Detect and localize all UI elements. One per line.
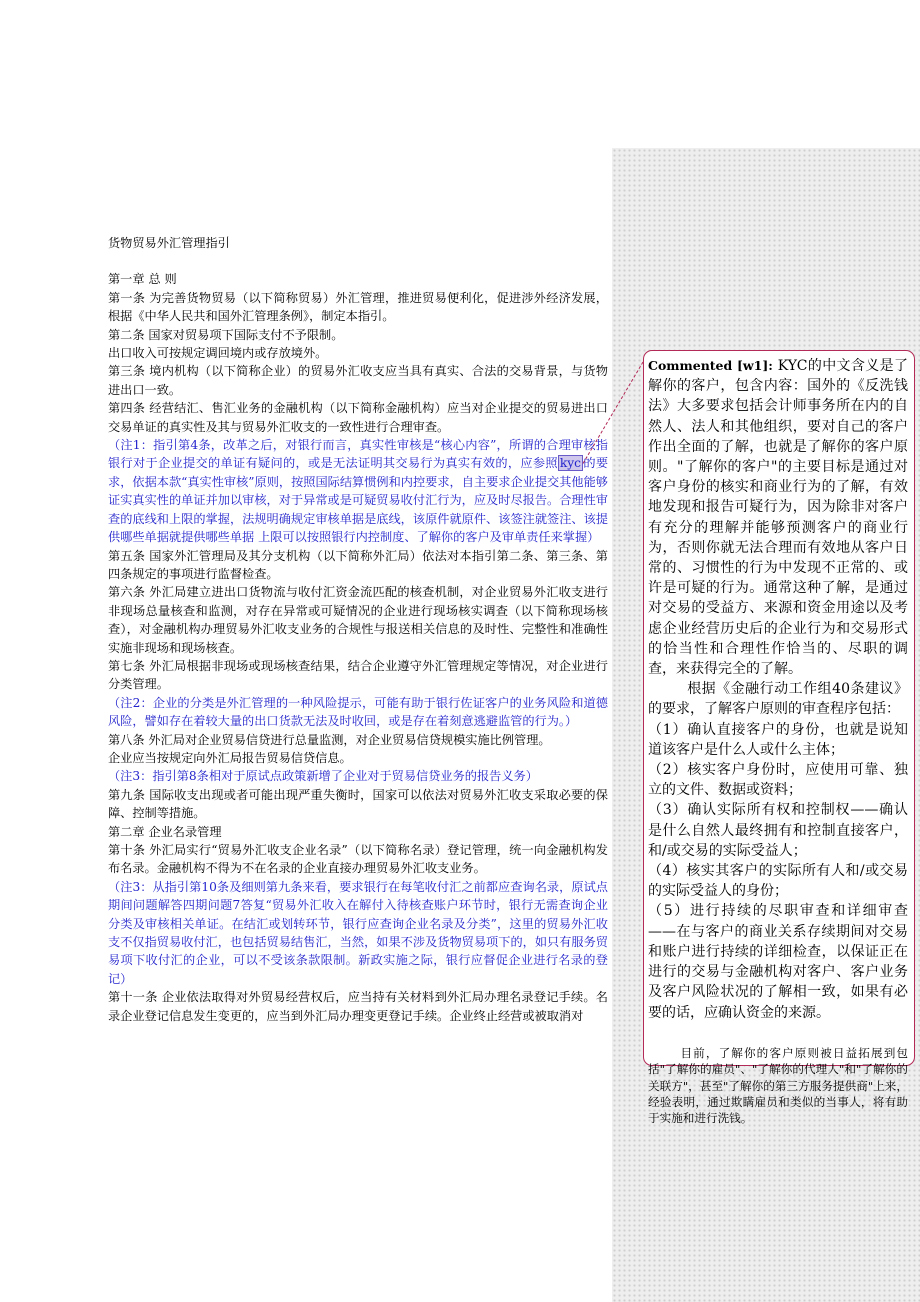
comment-balloon[interactable]	[643, 350, 915, 1126]
comment-item-2: （2）核实客户身份时，应使用可靠、独立的文件、数据或资料；	[648, 762, 908, 799]
comment-author: Commented [w1]:	[648, 358, 773, 373]
note-3a: （注3：指引第8条相对于原试点政策新增了企业对于贸易信贷业务的报告义务）	[108, 769, 538, 784]
article-8-line: 企业应当按规定向外汇局报告贸易信贷信息。	[108, 750, 352, 765]
note-1	[108, 436, 608, 546]
note-1-text-a: （注1：指引第4条，改革之后，对银行而言，真实性审核是“核心内容”，所谓的合理审核指银行对于企业提交的单证有疑问的，或是无法证明其交易行为真实有效的，应参照	[108, 438, 608, 471]
document-body	[108, 234, 608, 1025]
article-3: 第三条 境内机构（以下简称企业）的贸易外汇收支应当具有真实、合法的交易背景，与货物进出口一致。	[108, 364, 608, 397]
note-1-text-b: 的要求，依据本款“真实性审核”原则，按照国际结算惯例和内控要求，自主要求企业提交其他能够证实真实性的单证并加以审核，对于异常或是可疑贸易收付汇行为，应及时尽报告。合理性审查的底线和上限的掌握，法规明确规定审核单据是底线，该原件就原件、该签注就签注、该提供哪些单据就提供哪些单据 上限可以按照银行内控制度、了解你的客户及审单责任来掌握）	[108, 456, 609, 545]
article-2: 第二条 国家对贸易项下国际支付不予限制。	[108, 327, 344, 342]
chapter-heading: 第一章 总 则	[108, 272, 177, 287]
note-2: （注2：企业的分类是外汇管理的一种风险提示，可能有助于银行佐证客户的业务风险和道德风险，譬如存在着较大量的出口货款无法及时收回，或是存在着刻意逃避监管的行为。）	[108, 695, 608, 729]
comment-text-1: KYC的中文含义是了解你的客户，包含内容：国外的《反洗钱法》大多要求包括会计师事务所在内的自然人、法人和其他组织，要对自己的客户作出全面的了解，也就是了解你的客户原则。"了解你的客户"的主要目标是通过对客户身份的核实和商业行为的了解，有效地发现和报告可疑行为，因为除非对客户有充分的理解并能够预测客户的商业行为，否则你就无法合理而有效地从客户日常的、习惯性的行为中发现不正常的、或许是可疑的行为。通常这种了解，是通过对交易的受益方、来源和资金用途以及考虑企业经营历史后的企业行为和交易形式的恰当性和合理性作恰当的、尽职的调查，来获得完全的了解。	[648, 358, 909, 678]
comment-item-3: （3）确认实际所有权和控制权——确认是什么自然人最终拥有和控制直接客户，和/或交易的实际受益人；	[648, 802, 908, 859]
chapter-2-heading: 第二章 企业名录管理	[108, 824, 222, 839]
comment-item-5: （5）进行持续的尽职审查和详细审查——在与客户的商业关系存续期间对交易和账户进行持续的详细检查，以保证正在进行的交易与金融机构对客户、客户业务及客户风险状况的了解相一致，如果有必要的话，应确认资金的来源。	[648, 903, 908, 1021]
article-4: 第四条 经营结汇、售汇业务的金融机构（以下简称金融机构）应当对企业提交的贸易进出口交易单证的真实性及其与贸易外汇收支的一致性进行合理审查。	[108, 401, 608, 434]
comment-item-1: （1）确认直接客户的身份，也就是说知道该客户是什么人或什么主体；	[648, 721, 908, 758]
kyc-comment-anchor[interactable]: kyc	[559, 456, 582, 471]
article-9: 第九条 国际收支出现或者可能出现严重失衡时，国家可以依法对贸易外汇收支采取必要的保障、控制等措施。	[108, 787, 608, 821]
article-7: 第七条 外汇局根据非现场或现场核查结果，结合企业遵守外汇管理规定等情况，对企业进行分类管理。	[108, 658, 608, 692]
document-title: 货物贸易外汇管理指引	[108, 236, 230, 250]
article-8: 第八条 外汇局对企业贸易信贷进行总量监测，对企业贸易信贷规模实施比例管理。	[108, 732, 551, 747]
article-6: 第六条 外汇局建立进出口货物流与收付汇资金流匹配的核查机制，对企业贸易外汇收支进行非现场总量核查和监测，对存在异常或可疑情况的企业进行现场核实调查（以下简称现场核查），对金融机构办理贸易外汇收支业务的合规性与报送相关信息的及时性、完整性和准确性实施非现场和现场核查。	[108, 585, 608, 655]
comment-paragraph-1	[648, 356, 908, 679]
article-1: 第一条 为完善货物贸易（以下简称贸易）外汇管理，推进贸易便利化，促进涉外经济发展，根据《中华人民共和国外汇管理条例》，制定本指引。	[108, 290, 608, 324]
note-3b: （注3：从指引第10条及细则第九条来看，要求银行在每笔收付汇之前都应查询名录，原试点期间问题解答四期问题7答复“贸易外汇收入在解付入待核查账户环节时，银行无需查询企业分类及审核相关单证。在结汇或划转环节，银行应查询企业名录及分类”，这里的贸易外汇收支不仅指贸易收付汇，也包括贸易结售汇，当然，如果不涉及货物贸易项下的，如只有服务贸易项下收付汇的企业，可以不受该条款限制。新政实施之际，银行应督促企业进行名录的登记）	[108, 879, 608, 986]
article-10: 第十条 外汇局实行“贸易外汇收支企业名录”（以下简称名录）登记管理，统一向金融机构发布名录。金融机构不得为不在名录的企业直接办理贸易外汇收支业务。	[108, 843, 608, 876]
comment-paragraph-2: 根据《金融行动工作组40条建议》的要求，了解客户原则的审查程序包括：	[648, 681, 908, 718]
article-2-line: 出口收入可按规定调回境内或存放境外。	[108, 346, 328, 361]
comment-item-4: （4）核实其客户的实际所有人和/或交易的实际受益人的身份；	[648, 863, 908, 900]
article-5: 第五条 国家外汇管理局及其分支机构（以下简称外汇局）依法对本指引第二条、第三条、第四条规定的事项进行监督检查。	[108, 548, 608, 581]
comment-footer-paragraph: 目前，了解你的客户原则被日益拓展到包括"了解你的雇员"、"了解你的代理人"和"了解你的关联方"，甚至"了解你的第三方服务提供商"上来，经验表明，通过欺瞒雇员和类似的当事人，将有助于实施和进行洗钱。	[648, 1045, 908, 1126]
article-11: 第十一条 企业依法取得对外贸易经营权后，应当持有关材料到外汇局办理名录登记手续。名录企业登记信息发生变更的，应当到外汇局办理变更登记手续。企业终止经营或被取消对	[108, 990, 608, 1023]
